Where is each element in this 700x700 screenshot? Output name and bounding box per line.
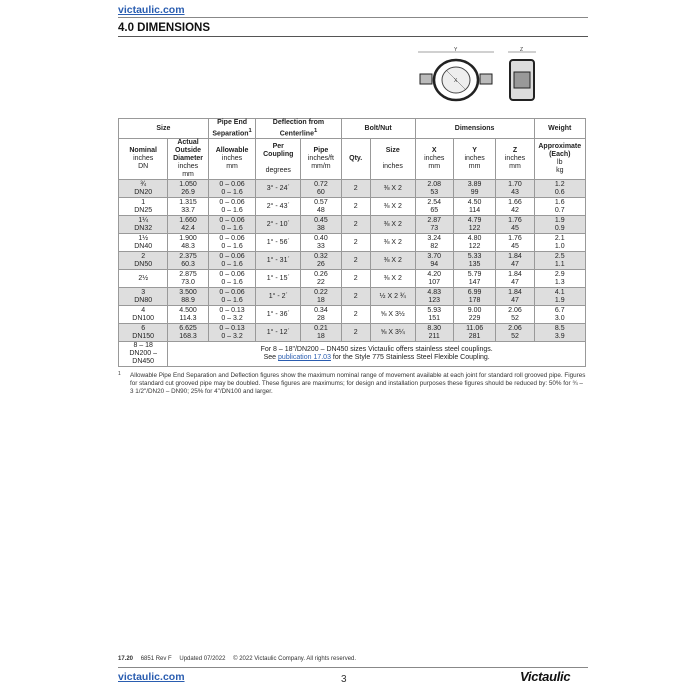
cell-weight: 8.5 3.9 <box>534 324 585 342</box>
cell-x: 5.93 151 <box>415 306 453 324</box>
cell-y: 4.80 122 <box>453 234 496 252</box>
cell-bolt-size: ⅝ X 3½ <box>370 306 415 324</box>
cell-pipe: 0.32 26 <box>301 252 341 270</box>
cell-aod: 6.625 168.3 <box>168 324 208 342</box>
cell-per-coupling: 1° - 31´ <box>256 252 301 270</box>
cell-qty: 2 <box>341 306 370 324</box>
cell-qty: 2 <box>341 198 370 216</box>
cell-weight: 2.1 1.0 <box>534 234 585 252</box>
cell-nominal: 4 DN100 <box>119 306 168 324</box>
cell-pipe: 0.22 18 <box>301 288 341 306</box>
y-label: Y <box>454 47 458 53</box>
cell-allowable: 0 – 0.06 0 – 1.6 <box>208 270 256 288</box>
cell-y: 9.00 229 <box>453 306 496 324</box>
cell-aod: 2.875 73.0 <box>168 270 208 288</box>
cell-z: 1.84 47 <box>496 270 534 288</box>
cell-z: 2.06 52 <box>496 306 534 324</box>
cell-x: 2.08 53 <box>415 180 453 198</box>
cell-per-coupling: 1° - 56´ <box>256 234 301 252</box>
cell-weight: 6.7 3.0 <box>534 306 585 324</box>
cell-z: 1.76 45 <box>496 234 534 252</box>
z-label: Z <box>520 47 524 53</box>
col-weight: Approximate (Each) lb kg <box>534 139 585 180</box>
cell-bolt-size: ⅝ X 3¼ <box>370 324 415 342</box>
group-dimensions: Dimensions <box>415 119 534 139</box>
cell-allowable: 0 – 0.06 0 – 1.6 <box>208 180 256 198</box>
cell-y: 5.79 147 <box>453 270 496 288</box>
cell-y: 11.06 281 <box>453 324 496 342</box>
cell-y: 4.79 122 <box>453 216 496 234</box>
cell-qty: 2 <box>341 288 370 306</box>
col-y: Y inches mm <box>453 139 496 180</box>
cell-bolt-size: ½ X 2 ¾ <box>370 288 415 306</box>
cell-weight: 2.9 1.3 <box>534 270 585 288</box>
cell-bolt-size: ⅜ X 2 <box>370 198 415 216</box>
cell-nominal: 1½ DN40 <box>119 234 168 252</box>
dimensions-table <box>118 118 586 367</box>
bottom-divider <box>118 667 588 668</box>
cell-allowable: 0 – 0.06 0 – 1.6 <box>208 216 256 234</box>
cell-x: 3.24 82 <box>415 234 453 252</box>
table-row <box>119 288 586 306</box>
stainless-note: For 8 – 18"/DN200 – DN450 sizes Victaulic offers stainless steel couplings. See publication 17.03 for the Style 775 Stainless Steel Flexible Coupling. <box>168 342 586 367</box>
col-per-coupling: Per Coupling degrees <box>256 139 301 180</box>
col-x: X inches mm <box>415 139 453 180</box>
cell-x: 4.83 123 <box>415 288 453 306</box>
cell-bolt-size: ⅜ X 2 <box>370 180 415 198</box>
cell-pipe: 0.57 48 <box>301 198 341 216</box>
section-title: 4.0 DIMENSIONS <box>118 22 211 34</box>
cell-per-coupling: 1° - 12´ <box>256 324 301 342</box>
cell-aod: 1.315 33.7 <box>168 198 208 216</box>
cell-z: 1.70 43 <box>496 180 534 198</box>
cell-aod: 2.375 60.3 <box>168 252 208 270</box>
cell-weight: 4.1 1.9 <box>534 288 585 306</box>
group-deflection: Deflection from Centerline$^1$ <box>256 119 341 139</box>
title-divider <box>118 36 588 37</box>
table-row <box>119 270 586 288</box>
col-allowable: Allowable inches mm <box>208 139 256 180</box>
x-label: X <box>454 78 458 84</box>
footer-copyright: © 2022 Victaulic Company. All rights reserved. <box>233 656 357 662</box>
table-row <box>119 216 586 234</box>
cell-y: 4.50 114 <box>453 198 496 216</box>
publication-link[interactable]: publication 17.03 <box>278 354 331 362</box>
cell-allowable: 0 – 0.13 0 – 3.2 <box>208 306 256 324</box>
cell-pipe: 0.72 60 <box>301 180 341 198</box>
cell-pipe: 0.21 18 <box>301 324 341 342</box>
cell-per-coupling: 1° - 36´ <box>256 306 301 324</box>
table-row-8-18 <box>119 342 586 367</box>
cell-bolt-size: ⅜ X 2 <box>370 270 415 288</box>
table-body <box>119 180 586 367</box>
cell-pipe: 0.45 38 <box>301 216 341 234</box>
side-view-bolt <box>514 72 530 88</box>
group-bolt: Bolt/Nut <box>341 119 415 139</box>
cell-nominal: 6 DN150 <box>119 324 168 342</box>
table-row <box>119 252 586 270</box>
cell-nominal: 1¼ DN32 <box>119 216 168 234</box>
footer-meta <box>118 656 588 662</box>
cell-bolt-size: ⅜ X 2 <box>370 234 415 252</box>
group-weight: Weight <box>534 119 585 139</box>
cell-aod: 1.660 42.4 <box>168 216 208 234</box>
cell-x: 2.87 73 <box>415 216 453 234</box>
footer-site-link[interactable]: victaulic.com <box>118 671 185 683</box>
cell-qty: 2 <box>341 234 370 252</box>
footnote-mark: 1 <box>118 371 121 377</box>
cell-nominal: 8 – 18 DN200 – DN450 <box>119 342 168 367</box>
coupling-diagram <box>410 46 550 106</box>
cell-qty: 2 <box>341 270 370 288</box>
footer-updated: Updated 07/2022 <box>179 656 226 662</box>
table-row <box>119 324 586 342</box>
cell-pipe: 0.34 28 <box>301 306 341 324</box>
group-pipe-end: Pipe End Separation$^1$ <box>208 119 256 139</box>
table-row <box>119 198 586 216</box>
cell-per-coupling: 2° - 43´ <box>256 198 301 216</box>
cell-per-coupling: 2° - 10´ <box>256 216 301 234</box>
cell-z: 1.66 42 <box>496 198 534 216</box>
page-number: 3 <box>341 674 347 685</box>
bolt-pad-left <box>420 74 432 84</box>
cell-weight: 1.9 0.9 <box>534 216 585 234</box>
cell-y: 6.99 178 <box>453 288 496 306</box>
cell-per-coupling: 1° - 15´ <box>256 270 301 288</box>
footer-rev: 6851 Rev F <box>140 656 172 662</box>
cell-aod: 3.500 88.9 <box>168 288 208 306</box>
table-row <box>119 306 586 324</box>
cell-aod: 4.500 114.3 <box>168 306 208 324</box>
cell-per-coupling: 3° - 24´ <box>256 180 301 198</box>
cell-x: 4.20 107 <box>415 270 453 288</box>
cell-nominal: 3 DN80 <box>119 288 168 306</box>
cell-z: 2.06 52 <box>496 324 534 342</box>
coupling-drawing <box>410 46 550 106</box>
cell-pipe: 0.40 33 <box>301 234 341 252</box>
group-size: Size <box>119 119 209 139</box>
cell-z: 1.76 45 <box>496 216 534 234</box>
cell-allowable: 0 – 0.06 0 – 1.6 <box>208 288 256 306</box>
bolt-pad-right <box>480 74 492 84</box>
cell-x: 3.70 94 <box>415 252 453 270</box>
cell-qty: 2 <box>341 252 370 270</box>
col-aod: Actual Outside Diameter inches mm <box>168 139 208 180</box>
cell-aod: 1.050 26.9 <box>168 180 208 198</box>
footnote <box>118 372 588 396</box>
cell-per-coupling: 1° - 2´ <box>256 288 301 306</box>
cell-weight: 2.5 1.1 <box>534 252 585 270</box>
cell-nominal: 1 DN25 <box>119 198 168 216</box>
cell-y: 3.89 99 <box>453 180 496 198</box>
cell-allowable: 0 – 0.06 0 – 1.6 <box>208 198 256 216</box>
cell-allowable: 0 – 0.06 0 – 1.6 <box>208 252 256 270</box>
header-site-link[interactable]: victaulic.com <box>118 4 185 16</box>
footer-page-code: 17.20 <box>118 656 134 662</box>
cell-qty: 2 <box>341 180 370 198</box>
cell-nominal: 2 DN50 <box>119 252 168 270</box>
cell-pipe: 0.26 22 <box>301 270 341 288</box>
cell-qty: 2 <box>341 324 370 342</box>
footnote-text: Allowable Pipe End Separation and Deflection figures show the maximum nominal range of movement available at each joint for standard roll grooved pipe. Figures for standard cut grooved pipe may be doubled. These figures are maximums; for design and installation purposes these figures should be reduced by: 50% for ¾ – 3 1/2"/DN20 – DN90; 25% for 4"/DN100 and larger. <box>130 372 586 395</box>
cell-x: 8.30 211 <box>415 324 453 342</box>
top-divider <box>118 17 588 18</box>
col-z: Z inches mm <box>496 139 534 180</box>
col-qty: Qty. <box>341 139 370 180</box>
cell-bolt-size: ⅜ X 2 <box>370 252 415 270</box>
cell-qty: 2 <box>341 216 370 234</box>
cell-nominal: 2½ <box>119 270 168 288</box>
table-row <box>119 234 586 252</box>
cell-weight: 1.2 0.6 <box>534 180 585 198</box>
cell-y: 5.33 135 <box>453 252 496 270</box>
col-nominal: Nominal inches DN <box>119 139 168 180</box>
cell-allowable: 0 – 0.06 0 – 1.6 <box>208 234 256 252</box>
col-pipe: Pipe inches/ft mm/m <box>301 139 341 180</box>
cell-z: 1.84 47 <box>496 252 534 270</box>
cell-x: 2.54 65 <box>415 198 453 216</box>
cell-allowable: 0 – 0.13 0 – 3.2 <box>208 324 256 342</box>
table-row <box>119 180 586 198</box>
cell-z: 1.84 47 <box>496 288 534 306</box>
cell-bolt-size: ⅜ X 2 <box>370 216 415 234</box>
cell-weight: 1.6 0.7 <box>534 198 585 216</box>
cell-nominal: ¾ DN20 <box>119 180 168 198</box>
cell-aod: 1.900 48.3 <box>168 234 208 252</box>
col-bolt-size: Size inches <box>370 139 415 180</box>
victaulic-logo: Victaulic <box>520 669 571 684</box>
